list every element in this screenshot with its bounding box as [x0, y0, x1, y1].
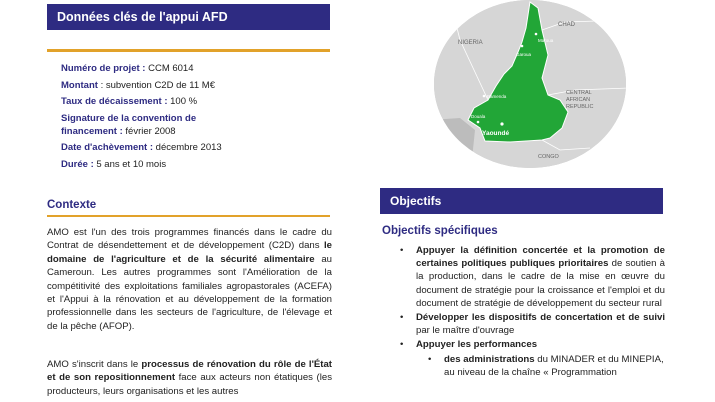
map-label-car-1: CENTRAL	[566, 90, 592, 96]
list-item: • Développer les dispositifs de concertation et de suivi par le maître d'ouvrage	[400, 312, 665, 337]
map-label-yaounde: Yaoundé	[482, 130, 510, 137]
map-dot-maroua	[535, 33, 538, 36]
map-label-car-2: AFRICAN	[566, 97, 591, 103]
map-dot-garoua	[521, 45, 524, 48]
objectifs-specific-title: Objectifs spécifiques	[382, 225, 498, 237]
cameroon-map	[430, 0, 630, 178]
key-fact-disbursement-rate: Taux de décaissement : 100 %	[61, 96, 198, 108]
objectifs-header: Objectifs	[380, 188, 663, 214]
map-dot-yaounde	[500, 122, 503, 125]
contexte-paragraph-2: AMO s'inscrit dans le processus de rénovation du rôle de l'État et de son repositionnement face aux acteurs non étatiques (les producteurs, leurs organisations et les autres	[47, 359, 332, 397]
map-label-car-3: REPUBLIC	[566, 104, 594, 110]
key-fact-amount: Montant : subvention C2D de 11 M€	[61, 79, 215, 91]
map-label-bamenda: Bamenda	[487, 94, 507, 99]
key-facts-list	[61, 62, 331, 175]
objectifs-list	[400, 244, 665, 379]
contexte-paragraph-1: AMO est l'un des trois programmes financés dans le cadre du Contrat de désendettement et de développement (C2D) dans le domaine de l'agriculture et de la sécurité alimentaire au Cameroun. Les autres programmes sont l'Amélioration de la compétitivité des exploitations familiales agropastorales (ACEFA) et l'Appui à la rénovation et au développement de la formation professionnelle dans les secteurs de l'agriculture, de l'élevage et de la pêche (AFOP).	[47, 227, 332, 332]
sub-list-item: au niveau de la chaîne « Programmation	[444, 366, 617, 378]
map-label-chad: CHAD	[558, 22, 576, 28]
list-item: • Appuyer les performances	[400, 339, 538, 351]
map-dot-bamenda	[483, 95, 486, 98]
key-fact-project-number: Numéro de projet : CCM 6014	[61, 63, 194, 74]
map-label-maroua: Maroua	[538, 38, 554, 43]
map-label-garoua: Garoua	[516, 52, 532, 57]
key-fact-duration: Durée : 5 ans et 10 mois	[61, 158, 167, 170]
contexte-divider	[47, 215, 330, 217]
map-label-nigeria: NIGERIA	[458, 40, 483, 46]
key-facts-divider	[47, 49, 330, 52]
map-dot-douala	[477, 121, 480, 124]
contexte-title: Contexte	[47, 199, 97, 211]
key-fact-signature: Signature de la convention de financement : février 2008	[61, 112, 197, 137]
list-item: • Appuyer la définition concertée et la promotion de certaines politiques publiques prioritaires de soutien à la production, dans le cadre de la mise en œuvre du document de stratégie pour la croissance et l'emploi et du document de stratégie de développement du secteur rural	[400, 245, 665, 309]
sub-list-item: • des administrations du MINADER et du MINEPIA,	[428, 353, 664, 365]
key-facts-header: Données clés de l'appui AFD	[47, 4, 330, 30]
map-sea	[430, 118, 475, 178]
map-label-congo: CONGO	[538, 154, 559, 160]
key-fact-completion-date: Date d'achèvement : décembre 2013	[61, 142, 222, 154]
map-label-douala: Douala	[471, 114, 486, 119]
